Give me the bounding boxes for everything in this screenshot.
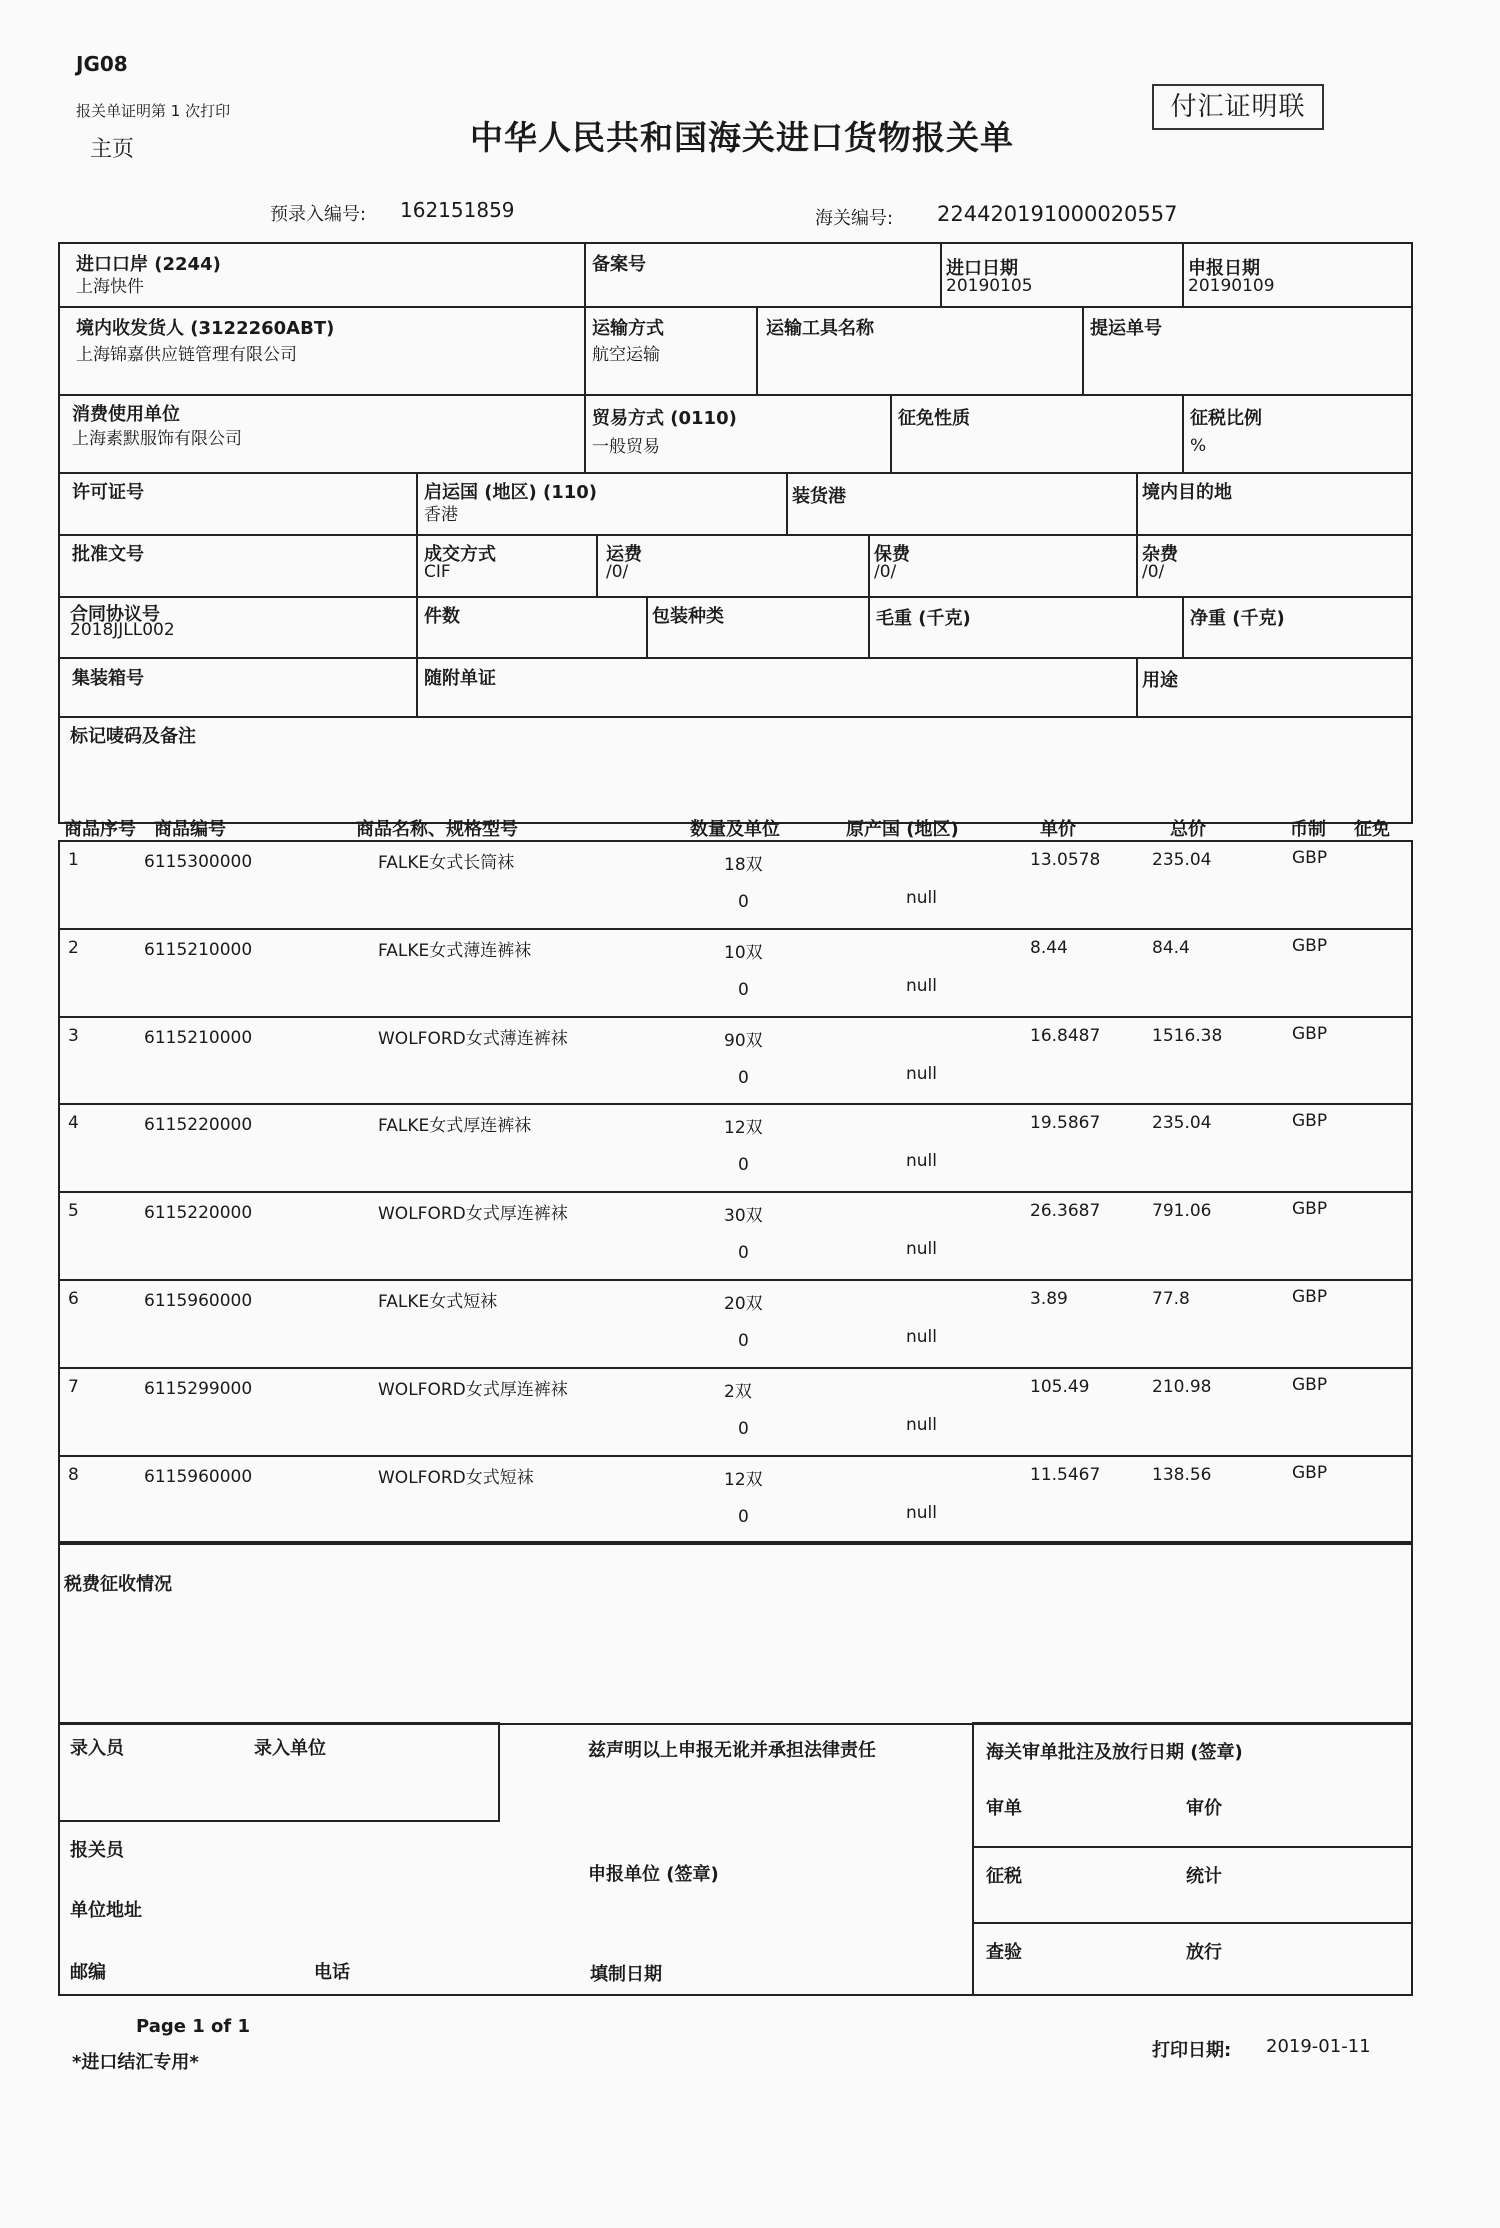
- table-row: [58, 1367, 1412, 1455]
- item-code: 6115210000: [144, 939, 253, 960]
- consumer-label: 消费使用单位: [72, 404, 180, 425]
- special-use-note: *进口结汇专用*: [72, 2052, 199, 2073]
- item-name: WOLFORD女式薄连裤袜: [378, 1028, 568, 1049]
- col-unit-price: 单价: [1040, 819, 1076, 840]
- origin-country-label: 启运国 (地区) (110): [424, 482, 598, 503]
- item-qty: 12双: [724, 1469, 763, 1490]
- declare-unit-label: 申报单位 (签章): [588, 1864, 719, 1885]
- import-port-label: 进口口岸 (2244): [76, 254, 221, 275]
- customs-approval-label: 海关审单批注及放行日期 (签章): [986, 1742, 1243, 1763]
- package-label: 包装种类: [652, 606, 724, 627]
- container-label: 集装箱号: [72, 668, 144, 689]
- item-qty-secondary: 0: [738, 1418, 749, 1439]
- item-qty: 18双: [724, 855, 763, 875]
- consignee-value: 上海锦嘉供应链管理有限公司: [76, 345, 297, 365]
- col-code: 商品编号: [154, 819, 226, 840]
- declaration-text: 兹声明以上申报无讹并承担法律责任: [588, 1740, 876, 1761]
- item-currency: GBP: [1292, 1199, 1328, 1220]
- item-seq: 5: [68, 1201, 79, 1222]
- item-origin: null: [906, 975, 937, 996]
- item-total: 1516.38: [1152, 1025, 1223, 1046]
- trade-mode-value: 一般贸易: [592, 437, 660, 457]
- col-name: 商品名称、规格型号: [356, 819, 518, 840]
- item-seq: 6: [68, 1289, 79, 1309]
- item-unit-price: 3.89: [1030, 1289, 1068, 1309]
- misc-label: 杂费: [1142, 544, 1178, 565]
- insurance-value: /0/: [874, 562, 897, 582]
- item-name: FALKE女式薄连裤袜: [378, 940, 532, 961]
- col-seq: 商品序号: [64, 819, 136, 840]
- review-label: 审单: [986, 1798, 1022, 1819]
- freight-value: /0/: [606, 562, 629, 582]
- item-seq: 3: [68, 1025, 79, 1046]
- address-label: 单位地址: [70, 1900, 142, 1921]
- item-unit-price: 13.0578: [1030, 850, 1101, 870]
- deal-mode-value: CIF: [424, 562, 451, 582]
- fill-date-label: 填制日期: [590, 1964, 662, 1985]
- row-divider: [58, 1455, 1413, 1457]
- insurance-label: 保费: [874, 544, 910, 565]
- table-row: [58, 1103, 1412, 1191]
- stamp-box: 付汇证明联: [1152, 84, 1324, 130]
- domestic-dest-label: 境内目的地: [1142, 482, 1232, 503]
- declare-date-value: 20190109: [1188, 276, 1275, 296]
- item-unit-price: 8.44: [1030, 937, 1068, 958]
- entry-person-label: 录入员: [70, 1738, 124, 1759]
- declarer-label: 报关员: [70, 1840, 124, 1861]
- item-code: 6115220000: [144, 1115, 253, 1136]
- row-divider: [58, 928, 1413, 930]
- customs-number: 224420191000020557: [937, 202, 1178, 226]
- pre-entry-number: 162151859: [400, 198, 515, 222]
- marks-label: 标记唛码及备注: [70, 726, 196, 747]
- item-origin: null: [906, 1239, 937, 1260]
- deal-mode-label: 成交方式: [424, 544, 496, 565]
- col-total: 总价: [1170, 819, 1206, 840]
- item-name: FALKE女式长筒袜: [378, 853, 515, 873]
- item-qty-secondary: 0: [738, 1243, 749, 1264]
- item-seq: 2: [68, 937, 79, 958]
- bill-no-label: 提运单号: [1090, 318, 1162, 339]
- table-row: [58, 1016, 1412, 1104]
- consumer-value: 上海素默服饰有限公司: [72, 429, 242, 449]
- item-unit-price: 105.49: [1030, 1376, 1090, 1397]
- item-name: WOLFORD女式厚连裤袜: [378, 1379, 568, 1400]
- row-divider: [58, 1191, 1413, 1193]
- print-date-value: 2019-01-11: [1266, 2036, 1371, 2057]
- customs-number-label: 海关编号:: [815, 208, 894, 229]
- item-qty-secondary: 0: [738, 979, 749, 1000]
- phone-label: 电话: [314, 1962, 350, 1983]
- item-qty: 30双: [724, 1206, 763, 1227]
- item-code: 6115960000: [144, 1291, 253, 1311]
- inspect-label: 查验: [986, 1942, 1022, 1963]
- pieces-label: 件数: [424, 606, 460, 627]
- item-unit-price: 26.3687: [1030, 1201, 1101, 1222]
- freight-label: 运费: [606, 544, 642, 565]
- item-currency: GBP: [1292, 1023, 1328, 1044]
- item-name: FALKE女式短袜: [378, 1292, 498, 1312]
- record-no-label: 备案号: [592, 254, 646, 275]
- license-label: 许可证号: [72, 482, 144, 503]
- item-currency: GBP: [1292, 1111, 1328, 1132]
- item-seq: 8: [68, 1464, 79, 1485]
- item-total: 138.56: [1152, 1464, 1212, 1485]
- loading-port-label: 装货港: [792, 486, 846, 507]
- import-date-label: 进口日期: [946, 258, 1018, 279]
- item-seq: 1: [68, 850, 79, 870]
- pre-entry-label: 预录入编号:: [270, 204, 367, 225]
- item-code: 6115299000: [144, 1378, 253, 1399]
- tax-label: 税费征收情况: [64, 1574, 172, 1595]
- item-total: 77.8: [1152, 1289, 1190, 1309]
- declare-date-label: 申报日期: [1188, 258, 1260, 279]
- item-origin: null: [906, 888, 937, 908]
- form-code: JG08: [76, 52, 128, 76]
- page-number: Page 1 of 1: [136, 2016, 250, 2037]
- col-currency: 币制: [1290, 819, 1326, 840]
- tax-section: [58, 1543, 1413, 1725]
- col-qty: 数量及单位: [690, 819, 780, 840]
- item-origin: null: [906, 1327, 937, 1347]
- gross-weight-label: 毛重 (千克): [876, 608, 971, 629]
- table-row: [58, 1279, 1412, 1367]
- item-name: WOLFORD女式短袜: [378, 1467, 534, 1488]
- consignee-label: 境内收发货人 (3122260ABT): [76, 318, 335, 339]
- item-origin: null: [906, 1502, 937, 1523]
- documents-label: 随附单证: [424, 668, 496, 689]
- item-origin: null: [906, 1151, 937, 1172]
- item-qty: 10双: [724, 942, 763, 963]
- tax-rate-value: %: [1190, 436, 1207, 456]
- row-divider: [58, 1367, 1413, 1369]
- stats-label: 统计: [1186, 1866, 1222, 1887]
- item-name: WOLFORD女式厚连裤袜: [378, 1204, 568, 1225]
- row-divider: [58, 1103, 1413, 1105]
- item-code: 6115300000: [144, 852, 253, 872]
- table-row: [58, 1191, 1412, 1279]
- item-total: 84.4: [1152, 937, 1190, 958]
- item-qty: 90双: [724, 1030, 763, 1051]
- item-code: 6115210000: [144, 1027, 253, 1048]
- misc-value: /0/: [1142, 562, 1165, 582]
- page-title: 中华人民共和国海关进口货物报关单: [470, 118, 1014, 157]
- item-seq: 7: [68, 1376, 79, 1397]
- item-currency: GBP: [1292, 935, 1328, 956]
- item-total: 235.04: [1152, 1113, 1212, 1134]
- transport-mode-value: 航空运输: [592, 345, 660, 365]
- item-qty: 12双: [724, 1118, 763, 1139]
- import-date-value: 20190105: [946, 276, 1033, 296]
- item-unit-price: 16.8487: [1030, 1025, 1101, 1046]
- item-origin: null: [906, 1414, 937, 1435]
- exemption-label: 征免性质: [898, 408, 970, 429]
- row-divider: [58, 1279, 1413, 1281]
- contract-label: 合同协议号: [70, 604, 160, 625]
- item-unit-price: 11.5467: [1030, 1464, 1101, 1485]
- usage-label: 用途: [1142, 670, 1178, 691]
- item-name: FALKE女式厚连裤袜: [378, 1116, 532, 1137]
- item-seq: 4: [68, 1113, 79, 1134]
- page-type: 主页: [90, 137, 135, 162]
- taxing-label: 征税: [986, 1866, 1022, 1887]
- table-row: [58, 928, 1412, 1016]
- col-origin: 原产国 (地区): [846, 819, 959, 840]
- net-weight-label: 净重 (千克): [1190, 608, 1285, 629]
- row-divider: [58, 1016, 1413, 1018]
- postcode-label: 邮编: [70, 1962, 106, 1983]
- trade-mode-label: 贸易方式 (0110): [592, 408, 737, 429]
- item-currency: GBP: [1292, 1374, 1328, 1395]
- item-qty-secondary: 0: [738, 1506, 749, 1527]
- approval-label: 批准文号: [72, 544, 144, 565]
- item-total: 235.04: [1152, 850, 1212, 870]
- item-currency: GBP: [1292, 848, 1328, 868]
- copy-note: 报关单证明第 1 次打印: [76, 102, 231, 120]
- pricing-label: 审价: [1186, 1798, 1222, 1819]
- vehicle-label: 运输工具名称: [766, 318, 874, 339]
- item-qty-secondary: 0: [738, 1067, 749, 1088]
- tax-rate-label: 征税比例: [1190, 408, 1262, 429]
- contract-value: 2018JJLL002: [70, 620, 175, 640]
- item-total: 791.06: [1152, 1201, 1212, 1222]
- item-unit-price: 19.5867: [1030, 1113, 1101, 1134]
- item-qty: 20双: [724, 1294, 763, 1314]
- item-qty: 2双: [724, 1381, 752, 1402]
- table-row: [58, 840, 1412, 928]
- item-currency: GBP: [1292, 1287, 1328, 1307]
- import-port-value: 上海快件: [76, 277, 144, 297]
- item-origin: null: [906, 1063, 937, 1084]
- item-qty-secondary: 0: [738, 892, 749, 912]
- item-code: 6115220000: [144, 1203, 253, 1224]
- item-qty-secondary: 0: [738, 1155, 749, 1176]
- entry-unit-label: 录入单位: [254, 1738, 326, 1759]
- transport-mode-label: 运输方式: [592, 318, 664, 339]
- release-label: 放行: [1186, 1942, 1222, 1963]
- col-exempt: 征免: [1354, 819, 1390, 840]
- item-currency: GBP: [1292, 1462, 1328, 1483]
- item-total: 210.98: [1152, 1376, 1212, 1397]
- item-code: 6115960000: [144, 1466, 253, 1487]
- item-qty-secondary: 0: [738, 1331, 749, 1351]
- origin-country-value: 香港: [424, 505, 458, 525]
- print-date-label: 打印日期:: [1152, 2040, 1232, 2061]
- table-row: [58, 1455, 1412, 1543]
